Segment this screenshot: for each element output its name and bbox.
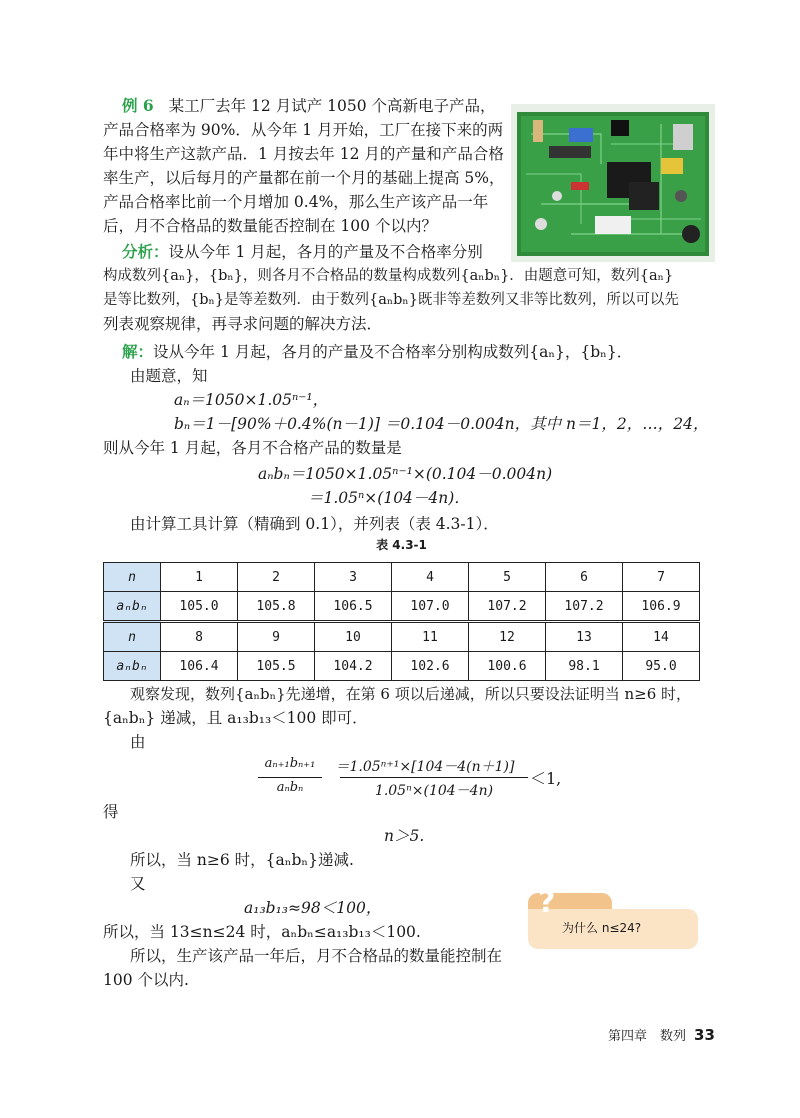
analysis-line-1: 设从今年 1 月起，各月的产量及不合格率分别 — [168, 243, 483, 261]
table-cell: 106.5 — [315, 592, 392, 622]
page-footer — [608, 1025, 715, 1044]
table-cell: 13 — [546, 622, 623, 652]
table-cell: 14 — [623, 622, 700, 652]
table-row — [104, 592, 700, 622]
solution-line-3: 则从今年 1 月起，各月不合格产品的数量是 — [103, 439, 402, 457]
table-cell: 5 — [469, 563, 546, 592]
table-cell: 7 — [623, 563, 700, 592]
table-cell: 107.2 — [546, 592, 623, 622]
row-head-ab: aₙbₙ — [104, 592, 161, 622]
observe-you: 由 — [130, 733, 146, 751]
observe-you2: 又 — [130, 875, 146, 893]
frac-right-bar — [340, 777, 528, 778]
row-head-n: n — [104, 622, 161, 652]
table-cell: 105.5 — [238, 652, 315, 681]
table-cell: 11 — [392, 622, 469, 652]
question-mark-icon: ? — [538, 885, 556, 920]
solution-line-4: 由计算工具计算（精确到 0.1），并列表（表 4.3-1）． — [130, 515, 499, 533]
example-line-1: 某工厂去年 12 月试产 1050 个高新电子产品， — [168, 97, 496, 115]
table-cell: 102.6 — [392, 652, 469, 681]
data-table — [103, 538, 700, 681]
table-cell: 95.0 — [623, 652, 700, 681]
example-line-6: 后，月不合格品的数量能否控制在 100 个以内？ — [103, 217, 437, 235]
table-title: 表 4.3-1 — [376, 538, 427, 552]
observe-de: 得 — [103, 803, 119, 821]
analysis-line-2: 构成数列{aₙ}，{bₙ}，则各月不合格品的数量构成数列{aₙbₙ}．由题意可知，数列{aₙ} — [103, 268, 674, 284]
analysis-label: 分析： — [122, 242, 169, 261]
example-line-2: 产品合格率为 90%．从今年 1 月开始，工厂在接下来的两 — [103, 121, 504, 139]
question-callout — [528, 885, 698, 948]
table-cell: 104.2 — [315, 652, 392, 681]
table-cell: 2 — [238, 563, 315, 592]
example-heading — [122, 94, 496, 118]
equation-c1: aₙbₙ＝1050×1.05ⁿ⁻¹×(0.104－0.004n) — [258, 465, 553, 483]
analysis-line-4: 列表观察规律，再寻求问题的解决方法． — [103, 315, 383, 333]
table-cell: 106.9 — [623, 592, 700, 622]
chapter-label: 第四章 数列 — [608, 1029, 687, 1044]
solution-heading — [122, 340, 632, 364]
frac-left-num: aₙ₊₁bₙ₊₁ — [264, 756, 316, 771]
frac-right-num: ＝1.05ⁿ⁺¹×[104－4(n＋1)] — [335, 759, 515, 775]
table-row — [104, 622, 700, 652]
observe-line-3: 所以，当 n≥6 时，{aₙbₙ}递减. — [130, 851, 354, 869]
row-head-ab: aₙbₙ — [104, 652, 161, 681]
table-cell: 105.8 — [238, 592, 315, 622]
table-cell: 107.2 — [469, 592, 546, 622]
table-cell: 8 — [161, 622, 238, 652]
observe-line-2: {aₙbₙ} 递减，且 a₁₃b₁₃＜100 即可． — [103, 709, 368, 727]
frac-left-bar — [258, 777, 322, 778]
observe-result: n＞5. — [384, 827, 425, 845]
table-cell: 107.0 — [392, 592, 469, 622]
analysis-line-3: 是等比数列，{bₙ}是等差数列．由于数列{aₙbₙ}既非等差数列又非等比数列，所以可以先 — [103, 292, 679, 308]
frac-left-den: aₙbₙ — [276, 780, 304, 795]
table-row — [104, 652, 700, 681]
observe-line-5: 所以，生产该产品一年后，月不合格品的数量能控制在 — [130, 947, 503, 965]
table-cell: 98.1 — [546, 652, 623, 681]
table-cell: 106.4 — [161, 652, 238, 681]
observe-line-4: 所以，当 13≤n≤24 时，aₙbₙ≤a₁₃b₁₃＜100. — [103, 923, 421, 941]
solution-label: 解： — [122, 342, 154, 361]
table-cell: 9 — [238, 622, 315, 652]
circuit-board-image — [511, 104, 715, 262]
equation-c2: ＝1.05ⁿ×(104－4n)． — [308, 489, 470, 507]
solution-line-1: 设从今年 1 月起，各月的产量及不合格率分别构成数列{aₙ}，{bₙ}． — [153, 343, 633, 361]
table-cell: 105.0 — [161, 592, 238, 622]
table-row — [104, 563, 700, 592]
example-label: 例 6 — [122, 96, 154, 115]
observe-line-1: 观察发现，数列{aₙbₙ}先递增，在第 6 项以后递减，所以只要设法证明当 n≥6 时， — [130, 685, 692, 703]
table-cell: 3 — [315, 563, 392, 592]
equation-b: bₙ＝1－[90%＋0.4%(n－1)] ＝0.104－0.004n，其中 n＝1，2，…，24， — [174, 415, 709, 433]
solution-line-2: 由题意，知 — [130, 367, 208, 385]
page-number: 33 — [694, 1026, 715, 1044]
table-cell: 100.6 — [469, 652, 546, 681]
analysis-heading — [122, 240, 483, 264]
callout-text: 为什么 n≤24? — [562, 921, 642, 935]
frac-tail: ＜1, — [530, 769, 562, 788]
observe-line-6: 100 个以内. — [103, 971, 189, 989]
table-cell: 10 — [315, 622, 392, 652]
table-cell: 1 — [161, 563, 238, 592]
example-line-4: 率生产，以后每月的产量都在前一个月的基础上提高 5%， — [103, 169, 505, 187]
example-line-3: 年中将生产这款产品．1 月按去年 12 月的产量和产品合格 — [103, 145, 504, 163]
table-cell: 6 — [546, 563, 623, 592]
example-line-5: 产品合格率比前一个月增加 0.4%，那么生产该产品一年 — [103, 193, 489, 211]
equation-a: aₙ＝1050×1.05ⁿ⁻¹， — [174, 391, 329, 409]
table-cell: 12 — [469, 622, 546, 652]
equation-d: a₁₃b₁₃≈98＜100， — [244, 899, 382, 917]
frac-right-den: 1.05ⁿ×(104－4n) — [374, 783, 494, 799]
table-cell: 4 — [392, 563, 469, 592]
row-head-n: n — [104, 563, 161, 592]
